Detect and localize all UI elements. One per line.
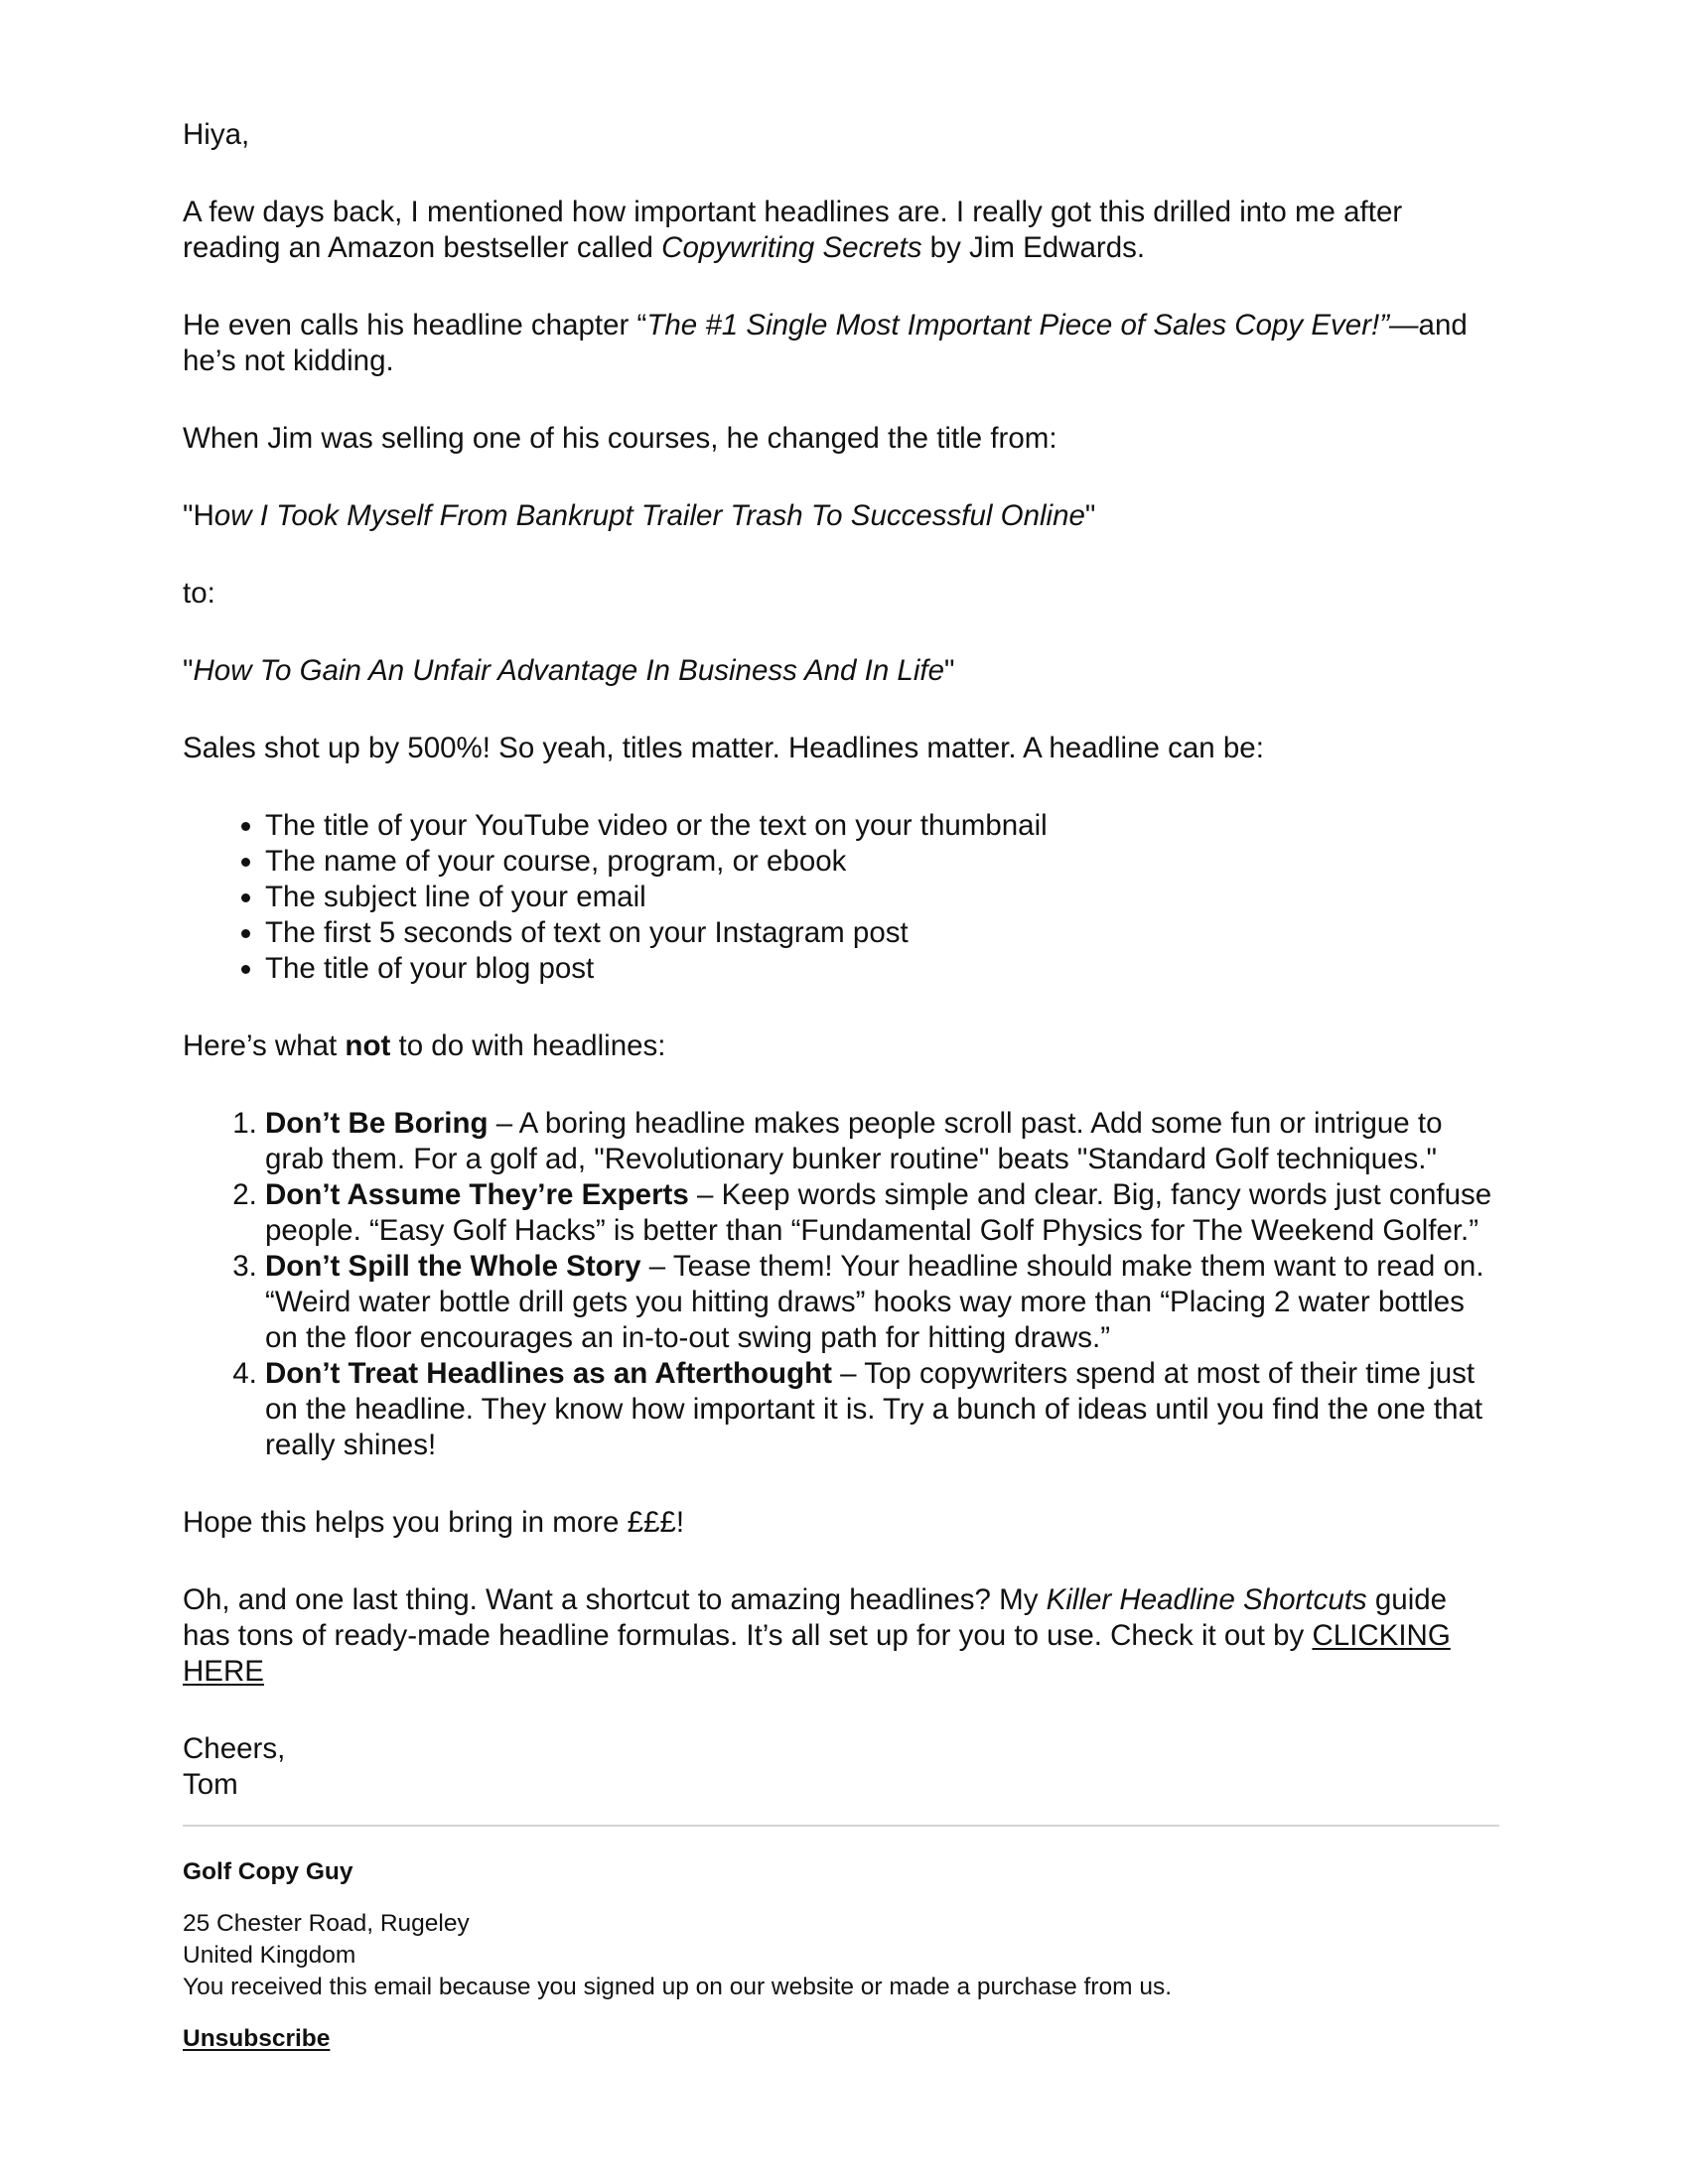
new-title-quote-open: " (183, 654, 194, 687)
dont-title: Don’t Treat Headlines as an Afterthought (265, 1357, 832, 1390)
dont-text: – Tease them! Your headline should make them want to read on. “Weird water bottle drill gets you hitting draws” hooks way more than “Placing 2 water bottles on the floor encourages an in-to-out swing path for hitting draws.” (265, 1250, 1484, 1354)
paragraph-sales: Sales shot up by 500%! So yeah, titles matter. Headlines matter. A headline can be: (183, 732, 1264, 764)
list-item (265, 1249, 1499, 1356)
dont-text: – A boring headline makes people scroll past. Add some fun or intrigue to grab them. For a golf ad, "Revolutionary bunker routine" beats "Standard Golf techniques." (265, 1107, 1443, 1175)
footer-divider (183, 1825, 1499, 1827)
address-line-2: United Kingdom (183, 1942, 356, 1969)
signature: Tom (183, 1768, 238, 1801)
paragraph-not-intro (183, 1028, 1499, 1064)
paragraph-intro-text: A few days back, I mentioned how important headlines are. I really got this drilled into me after reading an Amazon bestseller called (183, 196, 1403, 264)
dont-title: Don’t Be Boring (265, 1107, 489, 1140)
paragraph-chapter-text: He even calls his headline chapter “ (183, 309, 647, 341)
address-line-1: 25 Chester Road, Rugeley (183, 1910, 470, 1937)
paragraph-hope: Hope this helps you bring in more £££! (183, 1506, 685, 1539)
list-item (265, 1356, 1499, 1463)
old-title-text: ow I Took Myself From Bankrupt Trailer Trash To Successful Online (213, 499, 1085, 532)
old-title-quote-close: " (1084, 499, 1096, 532)
new-title-text: How To Gain An Unfair Advantage In Business And In Life (193, 654, 944, 687)
list-item (265, 1177, 1499, 1249)
paragraph-course: When Jim was selling one of his courses, he changed the title from: (183, 422, 1057, 455)
email-body (183, 117, 1499, 1803)
signoff: Cheers, (183, 1732, 286, 1765)
signoff-block (183, 1731, 1499, 1803)
shortcut-text-2: guide has tons of ready-made headline formulas. It’s all set up for you to use. Check it out by (183, 1583, 1448, 1652)
dont-title: Don’t Assume They’re Experts (265, 1178, 689, 1211)
headline-examples-list (183, 808, 1499, 987)
email-footer (183, 1856, 1499, 2055)
paragraph-shortcut (183, 1582, 1499, 1690)
chapter-title: The #1 Single Most Important Piece of Sales Copy Ever!” (646, 309, 1390, 341)
donts-list (183, 1106, 1499, 1463)
guide-title: Killer Headline Shortcuts (1046, 1583, 1367, 1616)
greeting: Hiya, (183, 118, 250, 151)
old-course-title (183, 498, 1499, 534)
list-item: • The first 5 seconds of text on your Instagram post (265, 915, 1499, 951)
footer-address (183, 1908, 1499, 2003)
to-label: to: (183, 577, 215, 610)
not-intro-text: Here’s what (183, 1029, 346, 1062)
list-item: • The subject line of your email (265, 880, 1499, 915)
paragraph-chapter (183, 308, 1499, 379)
paragraph-chapter-end: —and he’s not kidding. (183, 309, 1468, 377)
list-item (265, 1106, 1499, 1177)
not-intro-end: to do with headlines: (390, 1029, 666, 1062)
new-course-title (183, 653, 1499, 689)
shortcut-text: Oh, and one last thing. Want a shortcut to amazing headlines? My (183, 1583, 1047, 1616)
list-item: • The title of your blog post (265, 951, 1499, 987)
unsubscribe-link[interactable]: Unsubscribe (183, 2025, 331, 2052)
clicking-here-link[interactable]: CLICKING HERE (183, 1619, 1451, 1688)
list-item: • The name of your course, program, or ebook (265, 844, 1499, 880)
dont-text: – Top copywriters spend at most of their time just on the headline. They know how important it is. Try a bunch of ideas until you find the one that really shines! (265, 1357, 1483, 1461)
book-title: Copywriting Secrets (661, 231, 922, 264)
dont-title: Don’t Spill the Whole Story (265, 1250, 641, 1283)
list-item: • The title of your YouTube video or the text on your thumbnail (265, 808, 1499, 844)
new-title-quote-close: " (944, 654, 955, 687)
dont-text: – Keep words simple and clear. Big, fancy words just confuse people. “Easy Golf Hacks” is better than “Fundamental Golf Physics for The Weekend Golfer.” (265, 1178, 1492, 1247)
not-emphasis: not (345, 1029, 391, 1062)
paragraph-intro (183, 195, 1499, 266)
old-title-quote-open: "H (183, 499, 214, 532)
subscription-notice: You received this email because you signed up on our website or made a purchase from us. (183, 1974, 1173, 2000)
paragraph-intro-end: by Jim Edwards. (921, 231, 1146, 264)
company-name: Golf Copy Guy (183, 1858, 353, 1885)
